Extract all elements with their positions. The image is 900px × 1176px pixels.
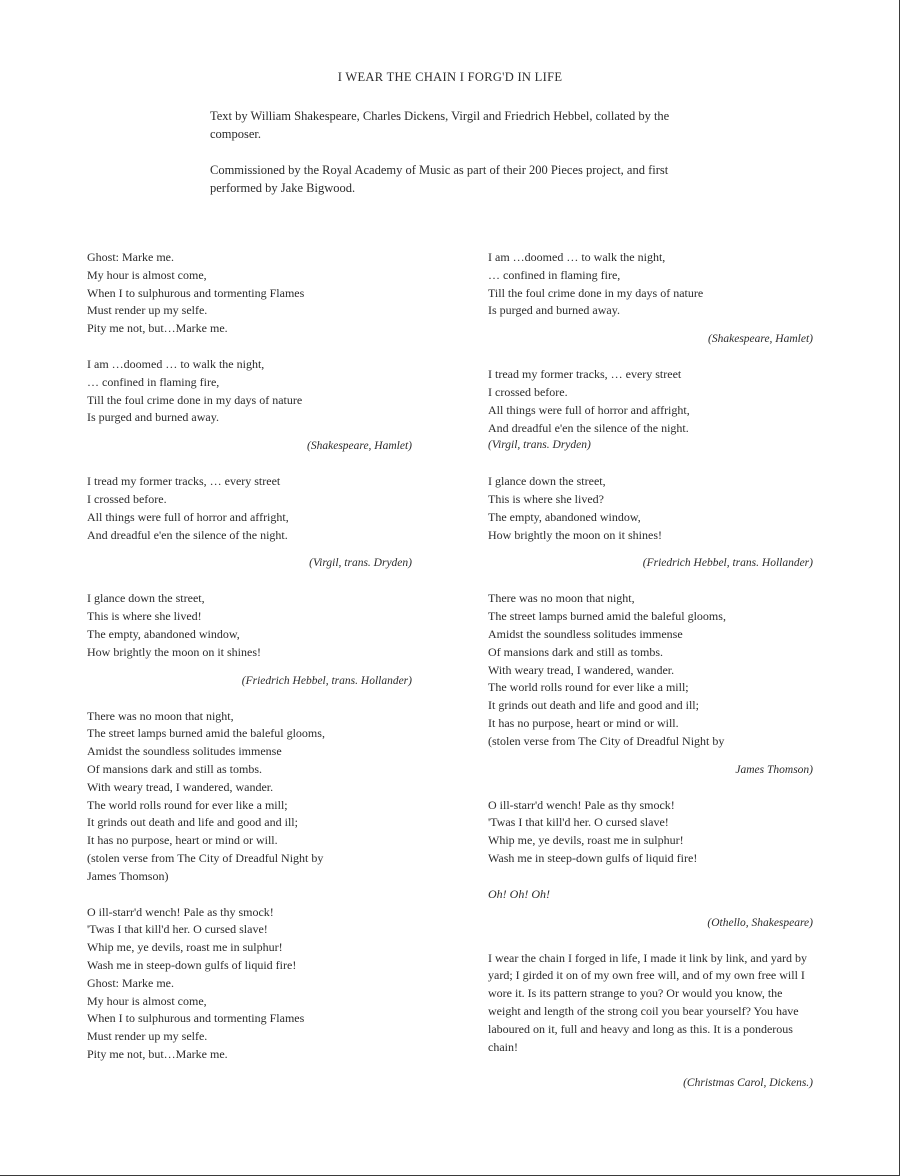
verse-line: Of mansions dark and still as tombs.: [488, 644, 663, 659]
stanza: [87, 249, 412, 338]
verse-line: My hour is almost come,: [87, 267, 207, 282]
stanza: [87, 590, 412, 661]
verse-line: With weary tread, I wandered, wander.: [488, 662, 675, 677]
verse-line: All things were full of horror and affright,: [87, 509, 289, 524]
verse-line: How brightly the moon on it shines!: [488, 527, 662, 542]
stanza: [488, 590, 813, 750]
verse-line: The world rolls round for ever like a mill;: [87, 797, 288, 812]
verse-line: It has no purpose, heart or mind or will.: [87, 833, 278, 848]
verse-line: This is where she lived?: [488, 491, 604, 506]
stanza: [87, 356, 412, 427]
attribution: (Friedrich Hebbel, trans. Hollander): [642, 557, 813, 570]
verse-line: … confined in flaming fire,: [87, 374, 220, 389]
verse-line: With weary tread, I wandered, wander.: [87, 779, 274, 794]
text-credit: Text by William Shakespeare, Charles Dickens, Virgil and Friedrich Hebbel, collated by the composer.: [210, 109, 670, 141]
verse-line: O ill-starr'd wench! Pale as thy smock!: [488, 797, 675, 812]
verse-line: The empty, abandoned window,: [87, 626, 240, 641]
verse-line: Wash me in steep-down gulfs of liquid fire!: [87, 957, 297, 972]
verse-line: Must render up my selfe.: [87, 1029, 208, 1044]
stanza: [488, 886, 813, 904]
stanza: [488, 366, 813, 455]
verse-line: 'Twas I that kill'd her. O cursed slave!: [87, 922, 268, 937]
verse-line: It has no purpose, heart or mind or will.: [488, 715, 679, 730]
verse-line: There was no moon that night,: [87, 708, 234, 723]
verse-line: Pity me not, but…Marke me.: [87, 1046, 228, 1061]
attribution: (Shakespeare, Hamlet): [307, 440, 412, 453]
verse-line: Must render up my selfe.: [87, 303, 208, 318]
verse-line: All things were full of horror and affright,: [488, 402, 690, 417]
verse-line: Ghost: Marke me.: [87, 250, 174, 264]
verse-line: I glance down the street,: [87, 591, 205, 606]
verse-line: Whip me, ye devils, roast me in sulphur!: [488, 833, 684, 848]
verse-line: Is purged and burned away.: [488, 303, 620, 318]
verse-line: Wash me in steep-down gulfs of liquid fire!: [488, 850, 698, 865]
verse-line: The street lamps burned amid the baleful glooms,: [87, 726, 325, 741]
stanza: [488, 249, 813, 320]
verse-line: I am …doomed … to walk the night,: [87, 356, 265, 371]
verse-line: I glance down the street,: [488, 474, 606, 489]
attribution: (Shakespeare, Hamlet): [708, 333, 813, 346]
verse-line: It grinds out death and life and good and ill;: [488, 698, 699, 713]
attribution: James Thomson): [735, 763, 813, 776]
stanza: [488, 797, 813, 868]
verse-line: Pity me not, but…Marke me.: [87, 321, 228, 336]
verse-line: Till the foul crime done in my days of nature: [488, 285, 704, 300]
verse-line: Whip me, ye devils, roast me in sulphur!: [87, 940, 283, 955]
attribution: (Friedrich Hebbel, trans. Hollander): [241, 674, 412, 687]
verse-line: Amidst the soundless solitudes immense: [488, 626, 683, 641]
intro-notes: [210, 107, 690, 215]
verse-line: I tread my former tracks, … every street: [87, 474, 281, 489]
verse-line: Amidst the soundless solitudes immense: [87, 744, 282, 759]
verse-line: And dreadful e'en the silence of the night.: [87, 527, 288, 542]
verse-line: The world rolls round for ever like a mill;: [488, 680, 689, 695]
verse-line: 'Twas I that kill'd her. O cursed slave!: [488, 815, 669, 830]
attribution: (Othello, Shakespeare): [707, 916, 813, 929]
left-column: [87, 249, 412, 1082]
verse-line: Till the foul crime done in my days of nature: [87, 392, 303, 407]
verse-line: Ghost: Marke me.: [87, 975, 174, 990]
right-column: [488, 249, 813, 1110]
stanza: [87, 904, 412, 1064]
verse-line: … confined in flaming fire,: [488, 267, 621, 282]
verse-line: There was no moon that night,: [488, 591, 635, 606]
attribution: (Christmas Carol, Dickens.): [683, 1077, 813, 1090]
verse-line: My hour is almost come,: [87, 993, 207, 1008]
verse-line: O ill-starr'd wench! Pale as thy smock!: [87, 904, 274, 919]
commission-note: Commissioned by the Royal Academy of Music as part of their 200 Pieces project, and first performed by Jake Bigwood.: [210, 163, 669, 195]
attribution: (Virgil, trans. Dryden): [309, 557, 412, 570]
stanza: [488, 473, 813, 544]
stanza: [87, 708, 412, 886]
verse-line: I tread my former tracks, … every street: [488, 367, 682, 382]
verse-line: This is where she lived!: [87, 609, 202, 624]
verse-line: I crossed before.: [488, 384, 568, 399]
verse-line: (stolen verse from The City of Dreadful Night by: [488, 733, 725, 748]
stanza: [488, 950, 813, 1057]
verse-line: And dreadful e'en the silence of the night.: [488, 420, 689, 435]
stanza: [87, 473, 412, 544]
page-title: I WEAR THE CHAIN I FORG'D IN LIFE: [337, 70, 563, 84]
verse-line: I crossed before.: [87, 491, 167, 506]
verse-line: When I to sulphurous and tormenting Flames: [87, 1011, 305, 1026]
verse-line: When I to sulphurous and tormenting Flames: [87, 285, 305, 300]
verse-line: Is purged and burned away.: [87, 410, 219, 425]
verse-line: James Thomson): [87, 868, 169, 883]
verse-line: Oh! Oh! Oh!: [488, 886, 550, 901]
verse-line: (stolen verse from The City of Dreadful Night by: [87, 850, 324, 865]
verse-line: The street lamps burned amid the baleful glooms,: [488, 609, 726, 624]
verse-line: The empty, abandoned window,: [488, 509, 641, 524]
verse-line: I am …doomed … to walk the night,: [488, 250, 666, 264]
verse-line: How brightly the moon on it shines!: [87, 644, 261, 659]
verse-line: Of mansions dark and still as tombs.: [87, 761, 262, 776]
verse-line: It grinds out death and life and good and ill;: [87, 815, 298, 830]
attribution: (Virgil, trans. Dryden): [488, 439, 591, 452]
prose-passage: I wear the chain I forged in life, I made it link by link, and yard by yard; I girded it on of my own free will, and of my own free will I wore it. Is its pattern strange to you? Or would you know, the weight and length of the strong coil you bear yourself? You have laboured on it, full and heavy and long as this. It is a ponderous chain!: [488, 950, 808, 1054]
